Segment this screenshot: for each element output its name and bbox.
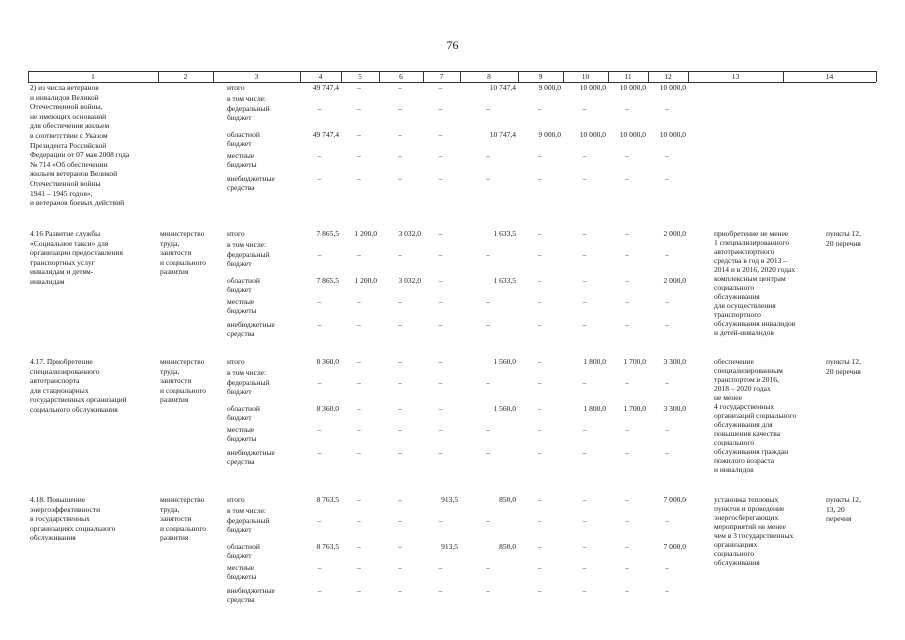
header-col-4: 4 (318, 72, 323, 81)
amount-value: 8 360,0 (316, 404, 339, 413)
empty-value: – (625, 495, 629, 504)
empty-value: – (486, 297, 490, 306)
empty-value: – (438, 297, 443, 306)
empty-value: – (625, 320, 629, 329)
empty-value: – (625, 104, 629, 113)
empty-value: – (398, 104, 402, 113)
amount-value: 3 300,0 (663, 404, 686, 413)
empty-value: – (317, 297, 322, 306)
empty-value: – (537, 357, 542, 366)
empty-value: – (438, 320, 443, 329)
empty-value: – (582, 229, 587, 238)
amount-value: 8 763,5 (316, 495, 339, 504)
empty-value: – (625, 174, 629, 183)
empty-value: – (317, 586, 322, 595)
empty-value: – (582, 297, 587, 306)
amount-value: 10 000,0 (579, 83, 606, 92)
measure-name: 4.16 Развитие службы «Социальное такси» для организации предоставления транспортных услуг инвалидам и детям- инвалидам (30, 229, 123, 286)
amount-value: 10 000,0 (659, 130, 686, 139)
empty-value: – (582, 104, 587, 113)
header-col-11: 11 (624, 72, 632, 81)
funding-source-label: местные бюджеты (227, 425, 257, 443)
empty-value: – (438, 229, 443, 238)
empty-value: – (398, 320, 402, 329)
header-col-8: 8 (487, 72, 491, 81)
empty-value: – (398, 495, 402, 504)
empty-value: – (398, 448, 402, 457)
header-col-6: 6 (399, 72, 403, 81)
empty-value: – (357, 448, 361, 457)
empty-value: – (357, 425, 361, 434)
amount-value: 1 633,5 (493, 229, 516, 238)
empty-value: – (317, 104, 322, 113)
amount-value: 1 633,5 (493, 276, 516, 285)
empty-value: – (486, 104, 490, 113)
empty-value: – (665, 174, 669, 183)
empty-value: – (537, 448, 542, 457)
header-divider (876, 71, 877, 82)
empty-value: – (357, 542, 361, 551)
amount-value: 1 560,0 (493, 404, 516, 413)
funding-source-label: федеральный бюджет (227, 250, 270, 268)
empty-value: – (398, 297, 402, 306)
empty-value: – (357, 563, 361, 572)
empty-value: – (398, 378, 402, 387)
empty-value: – (357, 83, 361, 92)
empty-value: – (665, 563, 669, 572)
amount-value: 2 000,0 (663, 229, 686, 238)
funding-source-label: областной бюджет (227, 130, 260, 148)
empty-value: – (438, 448, 443, 457)
funding-source-label: местные бюджеты (227, 151, 257, 169)
empty-value: – (582, 320, 587, 329)
empty-value: – (357, 320, 361, 329)
empty-value: – (486, 320, 490, 329)
funding-source-label: федеральный бюджет (227, 516, 270, 534)
empty-value: – (665, 586, 669, 595)
plan-points: пункты 12, 13, 20 перечня (826, 495, 861, 524)
amount-value: 10 000,0 (659, 83, 686, 92)
empty-value: – (537, 250, 542, 259)
empty-value: – (357, 104, 361, 113)
empty-value: – (317, 174, 322, 183)
empty-value: – (398, 516, 402, 525)
empty-value: – (537, 586, 542, 595)
amount-value: 2 000,0 (663, 276, 686, 285)
empty-value: – (317, 563, 322, 572)
empty-value: – (317, 448, 322, 457)
expected-result: установка тепловых пунктов и проведение энергосберегающих мероприятий не менее чем в 3 государственных организациях социального обслуживания (714, 495, 794, 567)
empty-value: – (582, 563, 587, 572)
amount-value: 1 700,0 (623, 404, 646, 413)
measure-name: 4.17. Приобретение специализированного автотранспорта для стационарных государственных организаций социального обслуживания (30, 357, 127, 414)
empty-value: – (357, 404, 361, 413)
header-col-3: 3 (254, 72, 259, 81)
empty-value: – (486, 448, 490, 457)
empty-value: – (625, 542, 629, 551)
empty-value: – (582, 542, 587, 551)
plan-points: пункты 12, 20 перечня (826, 357, 861, 376)
empty-value: – (486, 586, 490, 595)
empty-value: – (486, 563, 490, 572)
empty-value: – (486, 516, 490, 525)
empty-value: – (398, 404, 402, 413)
empty-value: – (357, 586, 361, 595)
empty-value: – (625, 586, 629, 595)
empty-value: – (438, 563, 443, 572)
funding-source-label: областной бюджет (227, 276, 260, 294)
empty-value: – (665, 104, 669, 113)
funding-source-label: в том числе: (227, 239, 267, 249)
header-col-2: 2 (183, 72, 188, 81)
empty-value: – (398, 357, 402, 366)
executor: министерство труда, занятости и социального развития (160, 495, 206, 543)
empty-value: – (537, 563, 542, 572)
empty-value: – (357, 357, 361, 366)
empty-value: – (537, 425, 542, 434)
empty-value: – (317, 378, 322, 387)
empty-value: – (582, 425, 587, 434)
empty-value: – (438, 425, 443, 434)
empty-value: – (665, 320, 669, 329)
funding-source-label: внебюджетные средства (227, 586, 275, 604)
empty-value: – (537, 495, 542, 504)
empty-value: – (438, 276, 443, 285)
empty-value: – (582, 495, 587, 504)
empty-value: – (537, 104, 542, 113)
empty-value: – (665, 425, 669, 434)
empty-value: – (398, 151, 402, 160)
empty-value: – (537, 516, 542, 525)
empty-value: – (625, 250, 629, 259)
header-col-5: 5 (358, 72, 362, 81)
amount-value: 1 200,0 (354, 229, 377, 238)
empty-value: – (357, 151, 361, 160)
empty-value: – (317, 250, 322, 259)
amount-value: 8 360,0 (316, 357, 339, 366)
empty-value: – (582, 586, 587, 595)
empty-value: – (398, 542, 402, 551)
empty-value: – (438, 357, 443, 366)
empty-value: – (398, 130, 402, 139)
empty-value: – (582, 516, 587, 525)
amount-value: 3 032,0 (398, 276, 421, 285)
empty-value: – (398, 563, 402, 572)
empty-value: – (357, 130, 361, 139)
empty-value: – (625, 151, 629, 160)
amount-value: 10 747,4 (489, 130, 516, 139)
amount-value: 7 000,0 (663, 495, 686, 504)
empty-value: – (582, 174, 587, 183)
empty-value: – (665, 297, 669, 306)
empty-value: – (438, 174, 443, 183)
amount-value: 7 865,5 (316, 229, 339, 238)
empty-value: – (537, 297, 542, 306)
empty-value: – (537, 174, 542, 183)
empty-value: – (537, 229, 542, 238)
measure-name: 2) из числа ветеранов и инвалидов Великой Отечественной войны, не имеющих оснований для обеспечения жильем в соответствии с Указом Президента Российской Федерации от 07 мая 2008 года № 714 «Об обеспечении жильем ветеранов Великой Отечественной войны 1941 – 1945 годов», и ветеранов боевых действий (30, 83, 130, 208)
empty-value: – (438, 404, 443, 413)
empty-value: – (665, 250, 669, 259)
amount-value: 10 000,0 (619, 130, 646, 139)
amount-value: 9 000,0 (538, 130, 561, 139)
empty-value: – (625, 276, 629, 285)
empty-value: – (665, 516, 669, 525)
amount-value: 3 032,0 (398, 229, 421, 238)
page-number: 76 (446, 38, 459, 52)
empty-value: – (537, 320, 542, 329)
header-col-12: 12 (664, 72, 672, 81)
empty-value: – (486, 425, 490, 434)
funding-source-label: областной бюджет (227, 542, 260, 560)
empty-value: – (625, 229, 629, 238)
empty-value: – (317, 320, 322, 329)
empty-value: – (625, 516, 629, 525)
funding-source-label: федеральный бюджет (227, 104, 270, 122)
empty-value: – (665, 378, 669, 387)
funding-source-label: итого (227, 229, 245, 238)
empty-value: – (537, 378, 542, 387)
amount-value: 1 560,0 (493, 357, 516, 366)
empty-value: – (357, 250, 361, 259)
amount-value: 7 865,5 (316, 276, 339, 285)
amount-value: 10 747,4 (489, 83, 516, 92)
funding-source-label: внебюджетные средства (227, 174, 275, 192)
funding-source-label: областной бюджет (227, 404, 260, 422)
empty-value: – (625, 563, 629, 572)
funding-source-label: федеральный бюджет (227, 378, 270, 396)
empty-value: – (625, 297, 629, 306)
funding-source-label: местные бюджеты (227, 563, 257, 581)
empty-value: – (317, 151, 322, 160)
amount-value: 49 747,4 (312, 83, 339, 92)
funding-source-label: внебюджетные средства (227, 448, 275, 466)
empty-value: – (438, 586, 443, 595)
header-col-1: 1 (91, 72, 95, 81)
empty-value: – (625, 425, 629, 434)
empty-value: – (398, 174, 402, 183)
amount-value: 1 800,0 (583, 404, 606, 413)
amount-value: 10 000,0 (579, 130, 606, 139)
empty-value: – (625, 448, 629, 457)
funding-source-label: внебюджетные средства (227, 320, 275, 338)
empty-value: – (438, 250, 443, 259)
empty-value: – (625, 378, 629, 387)
funding-source-label: в том числе: (227, 93, 267, 103)
empty-value: – (665, 151, 669, 160)
empty-value: – (486, 174, 490, 183)
empty-value: – (357, 174, 361, 183)
funding-source-label: итого (227, 357, 245, 366)
empty-value: – (438, 151, 443, 160)
amount-value: 3 300,0 (663, 357, 686, 366)
funding-source-label: итого (227, 83, 245, 92)
empty-value: – (582, 151, 587, 160)
amount-value: 49 747,4 (312, 130, 339, 139)
amount-value: 7 000,0 (663, 542, 686, 551)
empty-value: – (398, 586, 402, 595)
empty-value: – (317, 516, 322, 525)
amount-value: 1 200,0 (354, 276, 377, 285)
empty-value: – (438, 378, 443, 387)
amount-value: 913,5 (441, 542, 458, 551)
empty-value: – (486, 378, 490, 387)
amount-value: 8 763,5 (316, 542, 339, 551)
amount-value: 850,0 (499, 495, 516, 504)
empty-value: – (438, 130, 443, 139)
empty-value: – (665, 448, 669, 457)
empty-value: – (582, 448, 587, 457)
empty-value: – (357, 495, 361, 504)
funding-source-label: в том числе: (227, 505, 267, 515)
empty-value: – (398, 250, 402, 259)
amount-value: 850,0 (499, 542, 516, 551)
header-col-13: 13 (731, 72, 740, 81)
empty-value: – (398, 425, 402, 434)
amount-value: 913,5 (441, 495, 458, 504)
empty-value: – (357, 378, 361, 387)
executor: министерство труда, занятости и социального развития (160, 229, 206, 277)
amount-value: 1 700,0 (623, 357, 646, 366)
expected-result: приобретение не менее 1 специализированного автотранспортного средства в год в 2013 – 2014 и в 2016, 2020 годах комплексным центрам социального обслуживания для осуществления транспортного обслуживания инвалидов и детей-инвалидов (714, 229, 796, 337)
empty-value: – (438, 516, 443, 525)
expected-result: обеспечение специализированным транспортом в 2016, 2018 – 2020 годах не менее 4 государственных организаций социального обслуживания для повышения качества социального обслуживания граждан пожилого возраста и инвалидов (714, 357, 797, 474)
header-col-9: 9 (538, 72, 543, 81)
empty-value: – (537, 404, 542, 413)
empty-value: – (537, 542, 542, 551)
plan-points: пункты 12, 20 перечня (826, 229, 861, 248)
amount-value: 10 000,0 (619, 83, 646, 92)
empty-value: – (582, 276, 587, 285)
funding-source-label: итого (227, 495, 245, 504)
empty-value: – (582, 250, 587, 259)
empty-value: – (438, 104, 443, 113)
funding-source-label: местные бюджеты (227, 297, 257, 315)
empty-value: – (582, 378, 587, 387)
empty-value: – (486, 151, 490, 160)
empty-value: – (357, 516, 361, 525)
empty-value: – (486, 250, 490, 259)
header-col-10: 10 (581, 72, 590, 81)
amount-value: 9 000,0 (538, 83, 561, 92)
empty-value: – (537, 151, 542, 160)
funding-source-label: в том числе: (227, 367, 267, 377)
empty-value: – (537, 276, 542, 285)
empty-value: – (398, 83, 402, 92)
measure-name: 4.18. Повышение энергоэффективности в государственных организациях социального обслуживания (30, 495, 116, 543)
header-col-14: 14 (825, 72, 834, 81)
executor: министерство труда, занятости и социального развития (160, 357, 206, 405)
empty-value: – (357, 297, 361, 306)
amount-value: 1 800,0 (583, 357, 606, 366)
empty-value: – (438, 83, 443, 92)
header-col-7: 7 (439, 72, 444, 81)
empty-value: – (317, 425, 322, 434)
